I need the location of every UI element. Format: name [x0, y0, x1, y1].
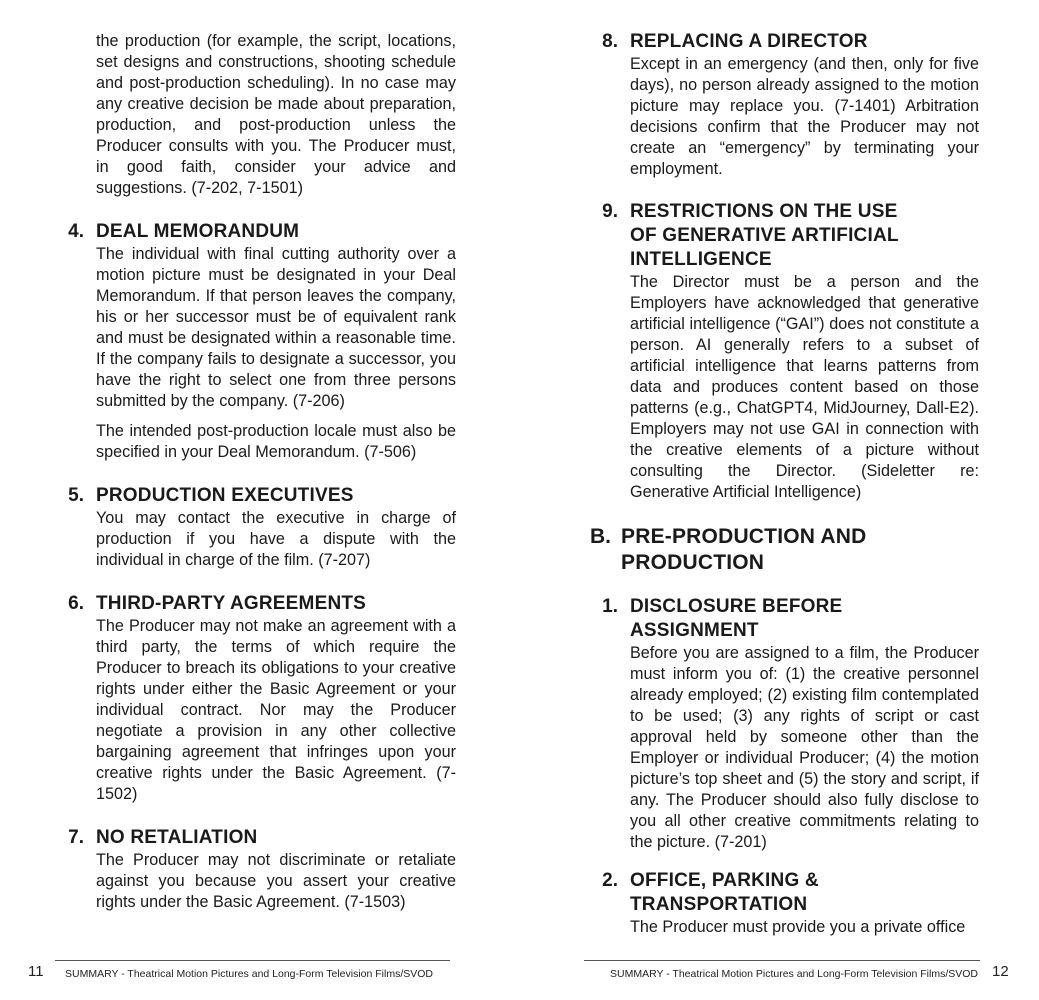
section-paragraph: Except in an emergency (and then, only for five days), no person already assigned to the motion picture may replace you. (7-1401) Arbitration decisions confirm that the Producer may not create an “emergency” by terminating your employment. [630, 55, 979, 178]
section-heading-line: OFFICE, PARKING & [630, 870, 819, 891]
page-number: 11 [28, 963, 44, 980]
intro-paragraph: the production (for example, the script, locations, set designs and constructions, shooting schedule and post-production scheduling). In no case may any creative decision be made about preparation, production, and post-production unless the Producer consults with you. The Producer must, in good faith, consider your advice and suggestions. (7-202, 7-1501) [96, 32, 456, 197]
page-number: 12 [992, 963, 1009, 980]
section-paragraph: The Director must be a person and the Employers have acknowledged that generative artificial intelligence (“GAI”) does not constitute a person. AI generally refers to a subset of artificial intelligence that learns patterns from data and produces content based on those patterns (e.g., ChatGPT4, MidJourney, Dall-E2). Employers may not use GAI in connection with the creative elements of a picture without consulting the Director. (Sideletter re: Generative Artificial Intelligence) [630, 273, 979, 501]
section-paragraph: The intended post-production locale must also be specified in your Deal Memorandum. (7-506) [96, 422, 456, 461]
section-replacing-director [602, 30, 979, 180]
section-heading: PRODUCTION EXECUTIVES [96, 485, 354, 506]
footer-rule [55, 960, 450, 961]
section-number: 7. [68, 827, 84, 848]
footer-rule [584, 960, 980, 961]
section-production-executives [68, 484, 456, 571]
section-disclosure-before-assignment [602, 595, 979, 853]
section-no-retaliation [68, 826, 456, 913]
footer-text: SUMMARY - Theatrical Motion Pictures and Long-Form Television Films/SVOD [65, 968, 434, 980]
section-paragraph: The Producer must provide you a private office [630, 918, 966, 936]
section-number: 5. [68, 485, 84, 506]
section-office-parking-transportation [602, 869, 979, 938]
section-number: 8. [602, 31, 618, 52]
section-heading-line: INTELLIGENCE [630, 249, 772, 270]
section-number: 4. [68, 221, 84, 242]
section-heading: NO RETALIATION [96, 827, 258, 848]
section-paragraph: Before you are assigned to a film, the Producer must inform you of: (1) the creative personnel already employed; (2) existing film contemplated to be used; (3) any rights of script or cast approval held by someone other than the Employer or individual Producer; (4) the motion picture’s top sheet and (5) the story and script, if any. The Producer should also fully disclose to you all other creative commitments relating to the picture. (7-201) [630, 644, 979, 851]
section-heading-line: OF GENERATIVE ARTIFICIAL [630, 225, 899, 246]
section-paragraph: You may contact the executive in charge of production if you have a dispute with the individual in charge of the film. (7-207) [96, 509, 456, 569]
part-heading-line: PRE-PRODUCTION AND [621, 525, 867, 548]
section-paragraph: The Producer may not make an agreement with a third party, the terms of which require the Producer to breach its obligations to your creative rights under either the Basic Agreement or your individual contract. Nor may the Producer negotiate a provision in any other collective bargaining agreement that infringes upon your creative rights under the Basic Agreement. (7-1502) [96, 617, 456, 803]
section-deal-memorandum [68, 220, 456, 463]
section-number: 2. [602, 870, 618, 891]
section-heading: REPLACING A DIRECTOR [630, 31, 868, 52]
part-heading-line: PRODUCTION [621, 551, 765, 574]
footer-text: SUMMARY - Theatrical Motion Pictures and Long-Form Television Films/SVOD [610, 968, 979, 980]
section-heading: THIRD-PARTY AGREEMENTS [96, 593, 367, 614]
section-number: 9. [602, 201, 618, 222]
section-generative-ai [602, 200, 979, 503]
section-heading-line: DISCLOSURE BEFORE [630, 596, 843, 617]
section-paragraph: The Producer may not discriminate or retaliate against you because you assert your creative rights under the Basic Agreement. (7-1503) [96, 851, 456, 911]
section-heading-line: RESTRICTIONS ON THE USE [630, 201, 898, 222]
section-third-party-agreements [68, 592, 456, 805]
section-number: 6. [68, 593, 84, 614]
section-heading-line: TRANSPORTATION [630, 894, 808, 915]
section-heading-line: ASSIGNMENT [630, 620, 759, 641]
part-letter: B. [590, 525, 611, 548]
section-heading: DEAL MEMORANDUM [96, 221, 300, 242]
part-b-heading [590, 524, 981, 576]
section-paragraph: The individual with final cutting authority over a motion picture must be designated in your Deal Memorandum. If that person leaves the company, his or her successor must be of equivalent rank and must be designated within a reasonable time. If the company fails to designate a successor, you have the right to select one from three persons submitted by the company. (7-206) [96, 245, 456, 410]
section-number: 1. [602, 596, 618, 617]
